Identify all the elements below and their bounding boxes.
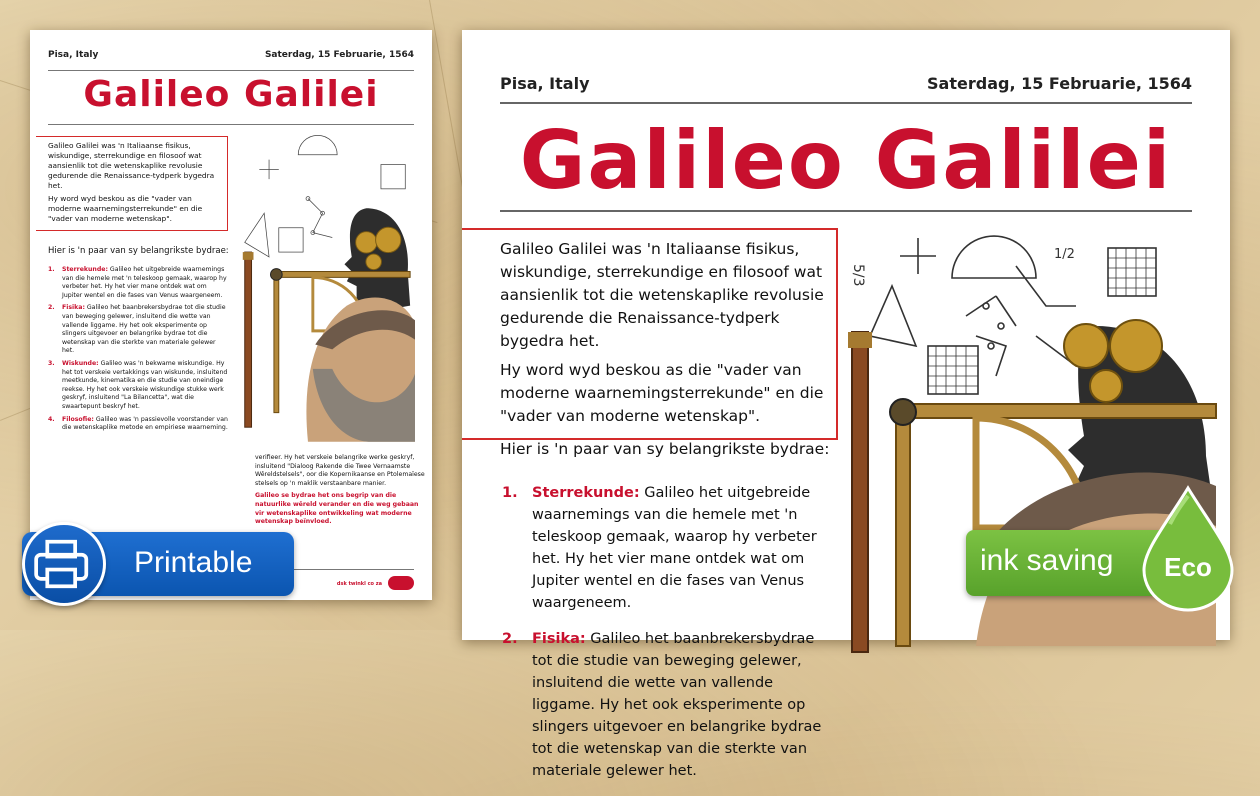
item-text: Galileo was 'n passievolle voorstander van die wetenskaplike metode en empiriese waarneming. bbox=[62, 415, 228, 432]
item-keyword: Wiskunde: bbox=[62, 359, 99, 367]
list-item bbox=[48, 360, 228, 412]
galileo-illustration bbox=[235, 136, 415, 446]
title-rule bbox=[48, 124, 414, 125]
contributions-list bbox=[500, 482, 832, 796]
date-label: Saterdag, 15 Februarie, 1564 bbox=[264, 50, 414, 60]
item-number: 1. bbox=[48, 266, 55, 273]
item-keyword: Fisika: bbox=[62, 304, 85, 312]
header-rule bbox=[48, 70, 414, 71]
small-header bbox=[48, 50, 414, 60]
printer-icon bbox=[22, 522, 106, 606]
second-column bbox=[255, 454, 425, 527]
item-number: 4. bbox=[48, 415, 55, 423]
item-text: Galileo het baanbrekersbydrae tot die studie van beweging gelewer, insluitend die wette van vallende liggame. Hy het ook eksperimente op slingers uitgevoer en belangrike bydrae tot die wetenskap van die sterkte van materiale gelewer het. bbox=[62, 304, 226, 355]
item-text: Galileo het baanbrekersbydrae tot die studie van beweging gelewer, insluitend die wette van vallende liggame. Hy het ook eksperimente op slingers uitgevoer en belangrike bydrae tot die wetenskap van die sterkte van materiale gelewer het. bbox=[532, 631, 822, 779]
intro-paragraph-1: Galileo Galilei was 'n Italiaanse fisikus, wiskundige, sterrekundige en filosoof wat aansienlik tot die wetenskaplike revolusie gedurende die Renaissance-tydperk bygedra het. bbox=[48, 141, 215, 190]
item-number: 1. bbox=[502, 485, 518, 501]
svg-text:5/3: 5/3 bbox=[850, 264, 866, 287]
list-item bbox=[48, 304, 228, 356]
twinkl-logo bbox=[388, 576, 414, 590]
header-rule bbox=[500, 102, 1192, 104]
item-text: Galileo het uitgebreide waarnemings van die hemele met 'n teleskoop gemaak, waarop hy verbeter het. Hy het vier mane ontdek wat om Jupiter wentel en die fases van Venus waargeneem. bbox=[532, 485, 817, 611]
intro-paragraph-1: Galileo Galilei was 'n Italiaanse fisikus, wiskundige, sterrekundige en filosoof wat aansienlik tot die wetenskaplike revolusie gedurende die Renaissance-tydperk bygedra het. bbox=[500, 240, 824, 350]
intro-paragraph-2: Hy word wyd beskou as die "vader van moderne waarnemingsterrekunde" en die "vader van moderne wetenskap". bbox=[500, 361, 824, 425]
printable-label: Printable bbox=[134, 546, 253, 579]
item-number: 3. bbox=[48, 359, 55, 367]
date-label: Saterdag, 15 Februarie, 1564 bbox=[927, 74, 1192, 93]
list-item bbox=[500, 628, 832, 782]
item-text: Galileo het uitgebreide waarnemings van die hemele met 'n teleskoop gemaak, waarop hy verbeter het. Hy het vier mane ontdek wat om Jupiter wentel en die fases van Venus waargeneem. bbox=[62, 266, 227, 299]
intro-box bbox=[462, 228, 838, 440]
intro-paragraph-2: Hy word wyd beskou as die "vader van moderne waarnemingsterrekunde" en die "vader van moderne wetenskap". bbox=[48, 194, 203, 223]
column2-summary: Galileo se bydrae het ons begrip van die natuurlike wêreld verander en die weg gebaan vir wetenskaplike ontwikkeling wat moderne wetenskap beïnvloed. bbox=[255, 492, 419, 526]
page-title: Galileo Galilei bbox=[519, 114, 1173, 207]
page-title: Galileo Galilei bbox=[83, 74, 379, 115]
item-number: 2. bbox=[502, 631, 518, 647]
eco-label: Eco bbox=[1164, 552, 1212, 582]
column2-text: verifieer. Hy het verskeie belangrike werke geskryf, insluitend "Dialoog Rakende die Twee Vernaamste Wêreldstelsels", oor die Kopernikaanse en Ptolemaïese stelsels op 'n maklik verstaanbare manier. bbox=[255, 454, 425, 487]
eco-drop-icon bbox=[1140, 484, 1236, 612]
svg-text:1/2: 1/2 bbox=[1054, 247, 1075, 262]
place-label: Pisa, Italy bbox=[500, 74, 590, 93]
intro-box bbox=[36, 136, 228, 231]
item-keyword: Sterrekunde: bbox=[62, 266, 108, 273]
title-rule bbox=[500, 210, 1192, 212]
list-item bbox=[500, 482, 832, 614]
small-page-preview bbox=[30, 30, 432, 600]
item-keyword: Fisika: bbox=[532, 631, 586, 647]
contributions-list bbox=[48, 266, 228, 437]
footer-url: dsk twinkl co za bbox=[336, 581, 382, 587]
item-text: Galileo was 'n bekwame wiskundige. Hy het tot verskeie vertakkings van wiskunde, insluitend meetkunde, kinematika en die studie van oneindige reekse. Hy het ook verskeie wiskundige stukke werk geskryf, insluitend "La Bilancetta", wat die swaartepunt beskryf het. bbox=[62, 359, 228, 410]
list-item bbox=[48, 266, 228, 300]
place-label: Pisa, Italy bbox=[48, 50, 99, 60]
item-keyword: Sterrekunde: bbox=[532, 485, 640, 501]
contributions-heading: Hier is 'n paar van sy belangrikste bydrae: bbox=[500, 440, 830, 458]
contributions-heading: Hier is 'n paar van sy belangrikste bydrae: bbox=[48, 246, 229, 256]
list-item bbox=[48, 416, 228, 433]
ink-saving-label: ink saving bbox=[980, 544, 1114, 577]
item-number: 2. bbox=[48, 304, 55, 312]
item-keyword: Filosofie: bbox=[62, 415, 94, 423]
printable-badge bbox=[22, 532, 294, 596]
